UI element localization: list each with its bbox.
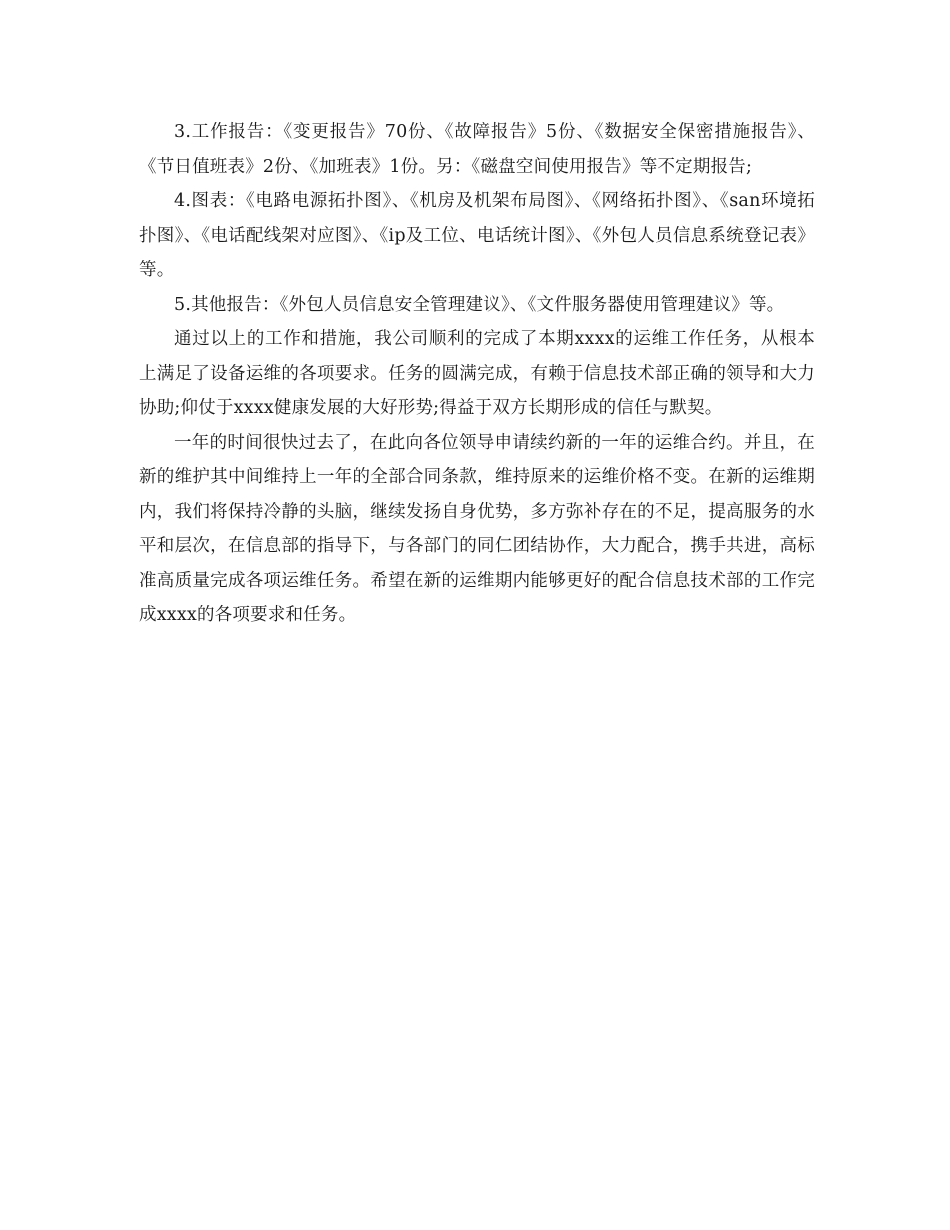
document-body <box>139 115 815 633</box>
paragraph-renewal-request: 一年的时间很快过去了，在此向各位领导申请续约新的一年的运维合约。并且，在新的维护其中间维持上一年的全部合同条款，维持原来的运维价格不变。在新的运维期内，我们将保持冷静的头脑，继续发扬自身优势，多方弥补存在的不足，提高服务的水平和层次，在信息部的指导下，与各部门的同仁团结协作，大力配合，携手共进，高标准高质量完成各项运维任务。希望在新的运维期内能够更好的配合信息技术部的工作完成xxxx的各项要求和任务。 <box>139 432 815 625</box>
paragraph-other-reports: 5.其他报告：《外包人员信息安全管理建议》、《文件服务器使用管理建议》等。 <box>174 294 785 315</box>
paragraph-work-reports: 3.工作报告：《变更报告》70份、《故障报告》5份、《数据安全保密措施报告》、《节日值班表》2份、《加班表》1份。另：《磁盘空间使用报告》等不定期报告; <box>139 122 815 177</box>
paragraph-charts: 4.图表：《电路电源拓扑图》、《机房及机架布局图》、《网络拓扑图》、《san环境拓扑图》、《电话配线架对应图》、《ip及工位、电话统计图》、《外包人员信息系统登记表》等。 <box>139 191 815 280</box>
paragraph-summary: 通过以上的工作和措施，我公司顺利的完成了本期xxxx的运维工作任务，从根本上满足了设备运维的各项要求。任务的圆满完成，有赖于信息技术部正确的领导和大力协助;仰仗于xxxx健康发展的大好形势;得益于双方长期形成的信任与默契。 <box>139 329 815 418</box>
